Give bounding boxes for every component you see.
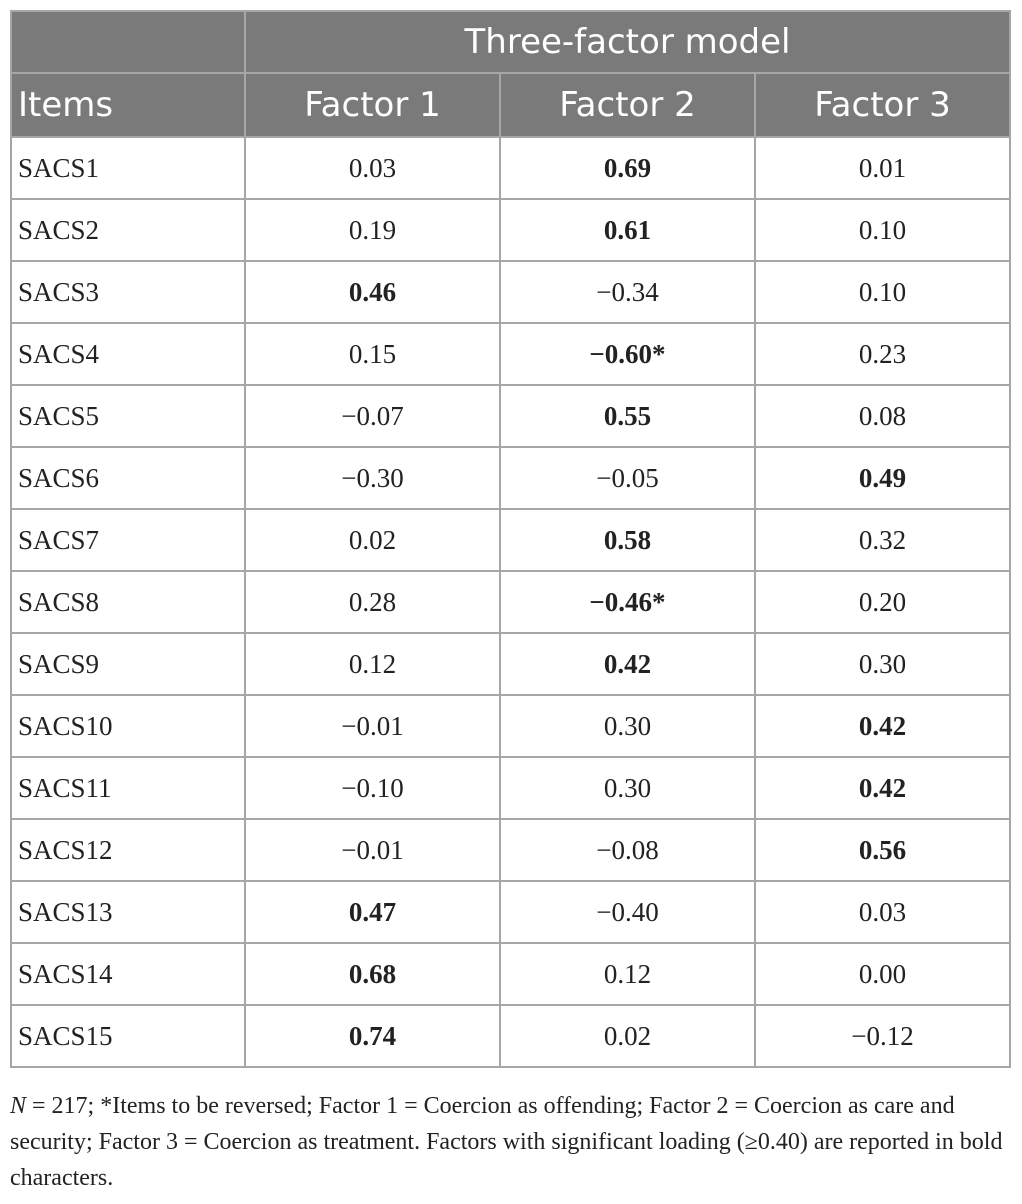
factor-1-loading-cell: −0.01: [245, 695, 500, 757]
column-header-factor-3: Factor 3: [755, 73, 1010, 137]
factor-2-loading-cell: 0.69: [500, 137, 755, 199]
factor-1-loading-cell: 0.12: [245, 633, 500, 695]
factor-3-loading-cell: 0.56: [755, 819, 1010, 881]
table-row: [11, 943, 1010, 1005]
factor-2-loading-cell: −0.05: [500, 447, 755, 509]
item-cell: SACS9: [11, 633, 245, 695]
factor-1-loading-cell: 0.28: [245, 571, 500, 633]
factor-1-loading-cell: 0.02: [245, 509, 500, 571]
table-row: [11, 199, 1010, 261]
table-row: [11, 385, 1010, 447]
item-cell: SACS5: [11, 385, 245, 447]
item-cell: SACS2: [11, 199, 245, 261]
table-row: [11, 447, 1010, 509]
table-row: [11, 261, 1010, 323]
factor-2-loading-cell: 0.12: [500, 943, 755, 1005]
factor-3-loading-cell: 0.30: [755, 633, 1010, 695]
factor-3-loading-cell: 0.23: [755, 323, 1010, 385]
header-blank-cell: [11, 11, 245, 73]
factor-1-loading-cell: 0.15: [245, 323, 500, 385]
factor-1-loading-cell: −0.10: [245, 757, 500, 819]
factor-3-loading-cell: 0.01: [755, 137, 1010, 199]
factor-1-loading-cell: −0.07: [245, 385, 500, 447]
factor-1-loading-cell: 0.47: [245, 881, 500, 943]
factor-loadings-table-container: [10, 10, 1010, 1068]
item-cell: SACS15: [11, 1005, 245, 1067]
factor-2-loading-cell: 0.30: [500, 695, 755, 757]
column-header-factor-1: Factor 1: [245, 73, 500, 137]
factor-3-loading-cell: 0.08: [755, 385, 1010, 447]
factor-1-loading-cell: 0.68: [245, 943, 500, 1005]
column-header-items: Items: [11, 73, 245, 137]
factor-1-loading-cell: −0.01: [245, 819, 500, 881]
item-cell: SACS6: [11, 447, 245, 509]
header-row-group: [11, 11, 1010, 73]
factor-2-loading-cell: −0.08: [500, 819, 755, 881]
group-header: Three-factor model: [245, 11, 1010, 73]
factor-3-loading-cell: 0.10: [755, 261, 1010, 323]
factor-1-loading-cell: −0.30: [245, 447, 500, 509]
factor-3-loading-cell: 0.32: [755, 509, 1010, 571]
factor-2-loading-cell: −0.34: [500, 261, 755, 323]
item-cell: SACS7: [11, 509, 245, 571]
column-header-factor-2: Factor 2: [500, 73, 755, 137]
factor-2-loading-cell: −0.46*: [500, 571, 755, 633]
footnote-text: = 217; *Items to be reversed; Factor 1 = Coercion as offending; Factor 2 = Coercion as care and security; Factor 3 = Coercion as treatment. Factors with significant loading (≥0.40) are reported in bold characters.: [10, 1093, 1003, 1191]
table-row: [11, 137, 1010, 199]
factor-2-loading-cell: 0.61: [500, 199, 755, 261]
factor-3-loading-cell: 0.20: [755, 571, 1010, 633]
factor-3-loading-cell: 0.00: [755, 943, 1010, 1005]
factor-2-loading-cell: −0.40: [500, 881, 755, 943]
item-cell: SACS10: [11, 695, 245, 757]
factor-1-loading-cell: 0.03: [245, 137, 500, 199]
table-row: [11, 757, 1010, 819]
table-row: [11, 819, 1010, 881]
table-row: [11, 571, 1010, 633]
table-row: [11, 695, 1010, 757]
item-cell: SACS8: [11, 571, 245, 633]
factor-2-loading-cell: 0.42: [500, 633, 755, 695]
table-row: [11, 881, 1010, 943]
factor-3-loading-cell: 0.42: [755, 757, 1010, 819]
factor-3-loading-cell: 0.42: [755, 695, 1010, 757]
footnote-n-label: N: [10, 1093, 27, 1119]
factor-1-loading-cell: 0.74: [245, 1005, 500, 1067]
item-cell: SACS3: [11, 261, 245, 323]
factor-3-loading-cell: 0.03: [755, 881, 1010, 943]
factor-2-loading-cell: 0.30: [500, 757, 755, 819]
factor-2-loading-cell: 0.55: [500, 385, 755, 447]
factor-3-loading-cell: −0.12: [755, 1005, 1010, 1067]
item-cell: SACS4: [11, 323, 245, 385]
header-row-columns: [11, 73, 1010, 137]
factor-2-loading-cell: −0.60*: [500, 323, 755, 385]
table-row: [11, 323, 1010, 385]
factor-2-loading-cell: 0.58: [500, 509, 755, 571]
item-cell: SACS1: [11, 137, 245, 199]
item-cell: SACS12: [11, 819, 245, 881]
factor-1-loading-cell: 0.19: [245, 199, 500, 261]
item-cell: SACS13: [11, 881, 245, 943]
factor-3-loading-cell: 0.49: [755, 447, 1010, 509]
table-footnote: [10, 1088, 1010, 1196]
table-row: [11, 1005, 1010, 1067]
factor-2-loading-cell: 0.02: [500, 1005, 755, 1067]
item-cell: SACS14: [11, 943, 245, 1005]
factor-1-loading-cell: 0.46: [245, 261, 500, 323]
factor-loadings-table: [10, 10, 1011, 1068]
factor-3-loading-cell: 0.10: [755, 199, 1010, 261]
item-cell: SACS11: [11, 757, 245, 819]
table-header: [11, 11, 1010, 137]
table-body: [11, 137, 1010, 1067]
table-row: [11, 509, 1010, 571]
table-row: [11, 633, 1010, 695]
